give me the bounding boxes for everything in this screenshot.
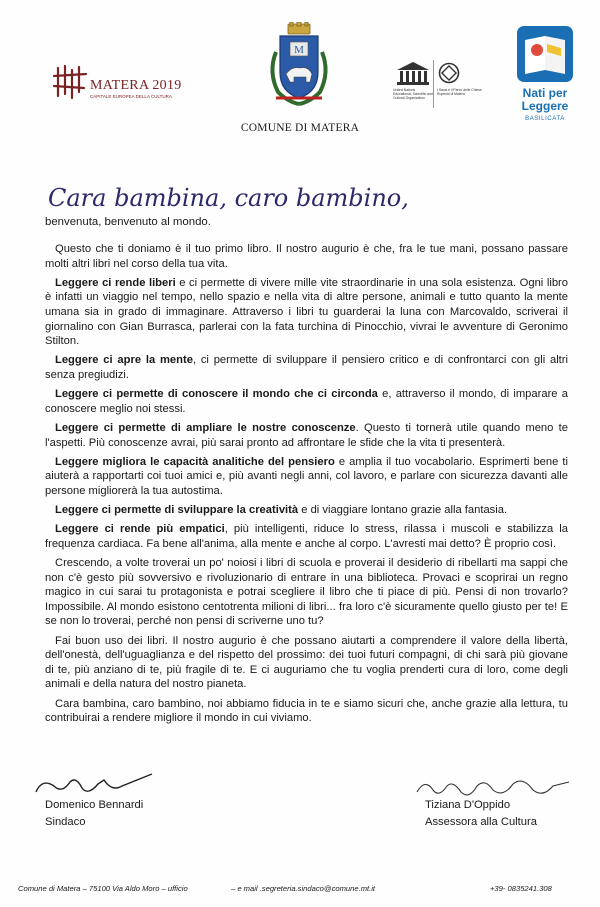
letter-body (45, 242, 568, 730)
p2-rest: e ci permette di vivere mille vite straordinarie in una sola esistenza. Ogni libro è infatti un viaggio nel tempo, nello spazio e nella vita di altre persone, animali e tutto quanto la mente umana sia in grado di immaginare. Attraverso i libri tu guarderai la luna con Marcovaldo, scriverai il giornalino con Gian Burrasca, parlerai con la fata turchina di Pinocchio, vivrai le avventure di Geronimo Stilton. (45, 276, 568, 348)
paragraph-7 (45, 503, 568, 518)
footer-phone: +39- 0835241.308 (490, 884, 552, 893)
signatory-left-name: Domenico Bennardi (45, 799, 144, 811)
salutation-text: Cara bambina, caro bambino, (48, 184, 409, 212)
paragraph-3 (45, 353, 568, 382)
signature-right-block (425, 797, 537, 831)
p8-bold: Leggere ci rende più empatici (55, 523, 225, 536)
sassi-text: I Sassi e il Parco delle Chiese Rupestri di Matera (437, 88, 482, 96)
svg-text:M: M (294, 44, 304, 56)
unesco-text: United Nations Educational, Scientific and Cultural Organization (393, 88, 433, 100)
greeting: benvenuta, benvenuto al mondo. (45, 216, 211, 228)
paragraph-9: Crescendo, a volte troverai un po' noiosi i libri di scuola e proverai il desiderio di ribellarti ma sappi che non c'è gesto più sovversivo e rivoluzionario di entrare in una biblioteca. Provaci e scoprirai un regno magico in cui sarai tu protagonista e potrai scegliere il libro che ti piace di più. Pensi di non trovarlo? Impossibile. Al mondo esistono centotrenta milioni di libri... fra loro c'è sicuramente quello giusto per te! E se non lo troverai, perché non pensi di scriverne uno tu? (45, 557, 568, 628)
p8-rest: , più intelligenti, riduce lo stress, rilassa i muscoli e stabilizza la frequenza cardiaca. Fa bene all'anima, alla mente e anche al corpo. L'avresti mai detto? È proprio così. (45, 523, 568, 550)
p3-rest: , ci permette di sviluppare il pensiero critico e di confrontarci con gli altri senza pregiudizi. (45, 354, 568, 381)
paragraph-4 (45, 387, 568, 416)
paragraph-2 (45, 276, 568, 349)
handwritten-salutation (46, 182, 516, 218)
nati-per-leggere-icon (517, 26, 573, 82)
p5-bold: Leggere ci permette di ampliare le nostre conoscenze (55, 421, 356, 434)
matera-mark-icon (52, 64, 88, 100)
world-heritage-icon (438, 62, 460, 84)
paragraph-5 (45, 421, 568, 450)
signatory-right-name: Tiziana D'Oppido (425, 799, 511, 811)
comune-crest-icon (264, 22, 334, 108)
nati-per-leggere-title: Nati per Leggere (521, 86, 569, 113)
footer-address: Comune di Matera – 75100 Via Aldo Moro – ufficio (18, 884, 188, 893)
paragraph-10: Fai buon uso dei libri. Il nostro augurio è che possano aiutarti a comprendere il valore della libertà, dell'onestà, dell'uguaglianza e del rispetto del prossimo: dei tuoi futuri compagni, di chi sarà più giovane di te, più anziano di te, più fragile di te. E ci auguriamo che tu voglia prenderti cura di loro, come degli animali e della natura del nostro pianeta. (45, 634, 568, 691)
paragraph-8 (45, 522, 568, 551)
p4-bold: Leggere ci permette di conoscere il mondo che ci circonda (55, 388, 378, 401)
p4-rest: e, attraverso il mondo, di imparare a conoscere meglio noi stessi. (45, 388, 568, 415)
unesco-temple-icon (395, 60, 431, 86)
signatory-right-role: Assessora alla Cultura (425, 816, 537, 828)
paragraph-11: Cara bambina, caro bambino, noi abbiamo fiducia in te e siamo sicuri che, anche grazie alla lettura, tu contribuirai a rendere migliore il mondo in cui viviamo. (45, 697, 568, 725)
matera-2019-logo (52, 60, 182, 110)
p7-rest: e di viaggiare lontano grazie alla fantasia. (298, 504, 508, 517)
p7-bold: Leggere ci permette di sviluppare la creatività (55, 504, 299, 517)
signature-left-block (45, 797, 143, 831)
unesco-logos (393, 60, 493, 110)
matera-logo-title: MATERA 2019 (90, 78, 182, 93)
paragraph-6 (45, 455, 568, 499)
nati-per-leggere-subtitle: BASILICATA (525, 116, 565, 122)
paragraph-1: Questo che ti doniamo è il tuo primo libro. Il nostro augurio è che, fra le tue mani, possano passare molti altri libri nel corso della tua vita. (45, 243, 568, 270)
signatory-left-role: Sindaco (45, 816, 86, 828)
footer-email: – e mail .segreteria.sindaco@comune.mt.it (231, 884, 376, 893)
comune-title: COMUNE DI MATERA (240, 122, 360, 134)
p3-bold: Leggere ci apre la mente (55, 354, 193, 367)
p5-rest: . Questo ti tornerà utile quando meno te l'aspetti. Più conoscenze avrai, più sarai pronto ad affrontare le sfide che la vita ti presenterà. (45, 421, 568, 449)
p6-rest: e amplia il tuo vocabolario. Esprimerti bene ti aiuterà a rapportarti coi tuoi amici e, più avanti negli anni, col lavoro, e parlare con sicurezza davanti alle persone migliorerà la tua autostima. (45, 455, 568, 497)
logo-divider (433, 60, 434, 108)
nati-per-leggere-logo (514, 26, 576, 128)
p2-bold: Leggere ci rende liberi (55, 276, 176, 289)
matera-logo-subtitle: CAPITALE EUROPEA DELLA CULTURA (90, 94, 172, 99)
p6-bold: Leggere migliora le capacità analitiche del pensiero (55, 455, 335, 468)
